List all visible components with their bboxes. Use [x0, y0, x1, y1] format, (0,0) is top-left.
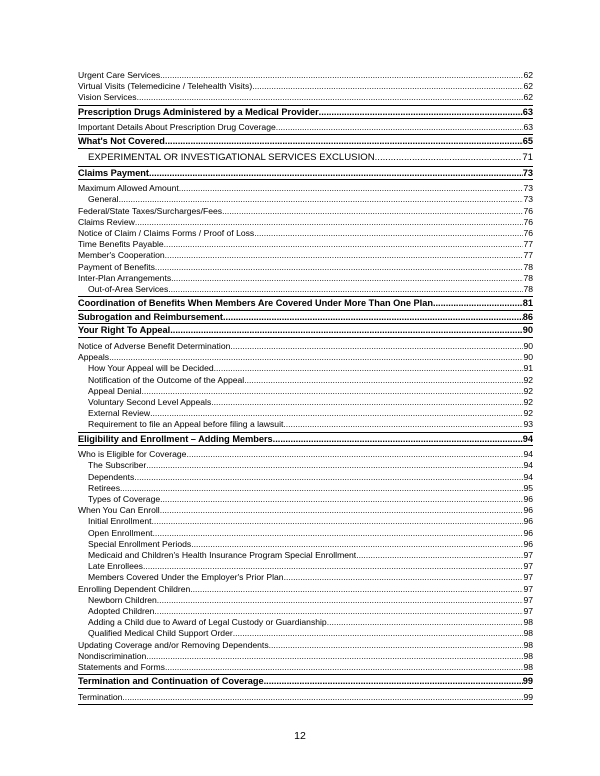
toc-entry-title: Coordination of Benefits When Members Are Covered Under More Than One Plan	[78, 298, 433, 309]
toc-entry-page: 94	[523, 449, 533, 460]
toc-entry-page: 92	[523, 385, 533, 396]
toc-entry[interactable]	[78, 273, 533, 284]
toc-section-heading[interactable]	[78, 106, 533, 120]
toc-entry-page: 92	[523, 374, 533, 385]
toc-entry-title: Urgent Care Services	[78, 70, 161, 80]
dot-leader	[146, 460, 523, 471]
toc-entry[interactable]	[78, 180, 533, 194]
toc-entry-title: Enrolling Dependent Children	[78, 583, 191, 594]
toc-entry-page: 98	[523, 650, 533, 661]
toc-entry[interactable]	[78, 472, 533, 483]
toc-entry-title: Special Enrollment Periods	[88, 538, 192, 549]
toc-entry-page: 86	[522, 311, 533, 322]
toc-entry[interactable]	[78, 516, 533, 527]
toc-entry[interactable]	[78, 375, 533, 386]
toc-entry[interactable]	[78, 483, 533, 494]
toc-entry[interactable]	[78, 460, 533, 471]
toc-entry-title: Initial Enrollment	[88, 516, 152, 527]
toc-entry-page: 98	[523, 639, 533, 650]
dot-leader	[168, 284, 523, 295]
toc-entry-page: 97	[523, 594, 533, 605]
toc-entry-page: 90	[523, 341, 533, 351]
toc-entry[interactable]	[78, 70, 533, 81]
toc-entry[interactable]	[78, 419, 533, 432]
toc-entry-page: 91	[523, 363, 533, 374]
dot-leader	[120, 483, 523, 494]
dot-leader	[319, 106, 523, 119]
toc-entry[interactable]	[78, 352, 533, 363]
toc-entry-title: Nondiscrimination	[78, 650, 147, 661]
toc-entry-title: Qualified Medical Child Support Order	[88, 628, 233, 639]
toc-entry-title: Notification of the Outcome of the Appeal	[88, 374, 245, 385]
toc-entry[interactable]	[78, 262, 533, 273]
toc-entry-title: Termination	[78, 691, 123, 702]
toc-entry-title: Who is Eligible for Coverage	[78, 449, 187, 460]
toc-entry-title: Notice of Claim / Claims Forms / Proof of Loss	[78, 228, 255, 238]
dot-leader	[134, 472, 523, 483]
dot-leader	[273, 433, 523, 446]
toc-entry[interactable]	[78, 689, 533, 705]
dot-leader	[171, 273, 523, 284]
toc-entry-page: 73	[523, 194, 533, 205]
dot-leader	[179, 183, 524, 194]
toc-entry-page: 96	[523, 505, 533, 516]
dot-leader	[149, 167, 523, 180]
toc-entry[interactable]	[78, 228, 533, 239]
toc-entry-title: Dependents	[88, 471, 135, 482]
toc-entry-title: Vision Services	[78, 92, 137, 103]
toc-entry-title: What's Not Covered	[78, 136, 165, 147]
dot-leader	[137, 92, 524, 103]
dot-leader	[244, 375, 523, 386]
toc-entry-page: 98	[523, 617, 533, 628]
toc-entry-title: General	[88, 194, 119, 205]
dot-leader	[214, 363, 524, 374]
toc-entry-page: 97	[523, 572, 533, 583]
toc-entry[interactable]	[78, 640, 533, 651]
toc-entry-page: 78	[523, 272, 533, 283]
toc-entry[interactable]	[78, 338, 533, 352]
dot-leader	[284, 572, 524, 583]
dot-leader	[165, 250, 524, 261]
toc-entry-page: 97	[523, 606, 533, 617]
toc-entry-page: 97	[523, 583, 533, 594]
toc-entry[interactable]	[78, 217, 533, 228]
dot-leader	[160, 505, 524, 516]
toc-entry-title: External Review	[88, 408, 151, 419]
dot-leader	[254, 228, 523, 239]
dot-leader	[283, 419, 523, 430]
dot-leader	[122, 692, 523, 703]
toc-entry[interactable]	[78, 81, 533, 92]
toc-entry-page: 77	[523, 250, 533, 261]
toc-entry[interactable]	[78, 628, 533, 639]
toc-entry-title: Statements and Forms	[78, 662, 165, 673]
toc-entry-title: Federal/State Taxes/Surcharges/Fees	[78, 205, 223, 216]
toc-entry-title: Voluntary Second Level Appeals	[88, 397, 212, 408]
toc-entry-title: Inter-Plan Arrangements	[78, 272, 172, 283]
toc-entry[interactable]	[78, 494, 533, 505]
dot-leader	[160, 70, 523, 81]
dot-leader	[157, 595, 524, 606]
toc-entry[interactable]	[78, 446, 533, 460]
dot-leader	[160, 494, 523, 505]
toc-entry-title: Appeal Denial	[88, 385, 142, 396]
toc-entry-page: 94	[523, 471, 533, 482]
dot-leader	[186, 449, 523, 460]
toc-entry[interactable]	[78, 617, 533, 628]
toc-entry-title: Time Benefits Payable	[78, 239, 164, 250]
toc-entry-title: Your Right To Appeal	[78, 325, 171, 336]
toc-entry[interactable]	[78, 550, 533, 561]
toc-entry-title: How Your Appeal will be Decided	[88, 363, 214, 374]
page-number: 12	[294, 730, 306, 742]
toc-entry[interactable]	[78, 149, 533, 167]
dot-leader	[109, 352, 523, 363]
toc-entry-page: 76	[523, 228, 533, 238]
toc-entry-page: 73	[523, 183, 533, 194]
toc-entry-title: Eligibility and Enrollment – Adding Members	[78, 433, 273, 444]
toc-entry[interactable]	[78, 539, 533, 550]
toc-entry-page: 94	[522, 433, 533, 444]
toc-entry-page: 94	[523, 460, 533, 471]
toc-entry-title: Adding a Child due to Award of Legal Custody or Guardianship	[88, 617, 327, 628]
toc-entry-title: Adopted Children	[88, 606, 155, 617]
toc-section-heading[interactable]	[78, 311, 533, 325]
dot-leader	[155, 262, 524, 273]
toc-entry-title: Payment of Benefits	[78, 261, 155, 272]
dot-leader	[230, 341, 523, 352]
toc-entry-page: 90	[523, 352, 533, 363]
toc-entry-page: 62	[523, 92, 533, 103]
toc-entry-page: 63	[522, 106, 533, 117]
toc-entry-title: EXPERIMENTAL OR INVESTIGATIONAL SERVICES EXCLUSION	[88, 152, 375, 163]
toc-entry-title: Open Enrollment	[88, 527, 153, 538]
toc-entry[interactable]	[78, 561, 533, 572]
toc-entry-page: 99	[522, 676, 533, 687]
dot-leader	[356, 550, 523, 561]
dot-leader	[135, 217, 524, 228]
toc-entry[interactable]	[78, 386, 533, 397]
dot-leader	[142, 386, 524, 397]
toc-entry-page: 99	[523, 691, 533, 702]
toc-entry[interactable]	[78, 528, 533, 539]
toc-entry-title: Maximum Allowed Amount	[78, 183, 179, 194]
dot-leader	[170, 324, 523, 337]
toc-entry-page: 62	[523, 81, 533, 92]
toc-entry-title: Requirement to file an Appeal before filing a lawsuit	[88, 419, 284, 430]
toc-entry-title: Late Enrollees	[88, 561, 143, 572]
toc-entry-title: Subrogation and Reimbursement	[78, 311, 223, 322]
toc-entry[interactable]	[78, 194, 533, 205]
dot-leader	[233, 628, 524, 639]
toc-entry-page: 93	[523, 419, 533, 430]
dot-leader	[152, 516, 524, 527]
toc-entry-title: Types of Coverage	[88, 494, 161, 505]
toc-entry-page: 78	[523, 284, 533, 295]
toc-section-heading[interactable]	[78, 135, 533, 149]
toc-entry-title: Claims Payment	[78, 167, 149, 178]
toc-entry[interactable]	[78, 606, 533, 617]
toc-entry-page: 71	[522, 152, 533, 163]
toc-entry-page: 96	[523, 527, 533, 538]
toc-entry[interactable]	[78, 408, 533, 419]
dot-leader	[165, 662, 524, 673]
toc-entry[interactable]	[78, 239, 533, 250]
dot-leader	[211, 397, 523, 408]
dot-leader	[154, 606, 523, 617]
dot-leader	[276, 122, 524, 133]
toc-entry-title: The Subscriber	[88, 460, 147, 471]
dot-leader	[153, 528, 524, 539]
toc-entry-page: 81	[522, 298, 533, 309]
toc-entry[interactable]	[78, 662, 533, 675]
toc-entry-page: 78	[523, 261, 533, 272]
toc-entry[interactable]	[78, 284, 533, 297]
toc-section-heading[interactable]	[78, 675, 533, 689]
toc-entry-page: 98	[523, 662, 533, 673]
toc-entry[interactable]	[78, 505, 533, 516]
dot-leader	[191, 539, 523, 550]
toc-entry-title: Appeals	[78, 352, 110, 363]
toc-entry-page: 90	[522, 325, 533, 336]
dot-leader	[190, 584, 523, 595]
toc-entry[interactable]	[78, 363, 533, 374]
toc-section-heading[interactable]	[78, 433, 533, 447]
toc-entry-page: 96	[523, 494, 533, 505]
toc-entry-title: Claims Review	[78, 216, 135, 227]
toc-entry-title: Out-of-Area Services	[88, 284, 169, 295]
toc-entry-title: Members Covered Under the Employer's Prior Plan	[88, 572, 284, 583]
toc-entry-page: 92	[523, 408, 533, 419]
dot-leader	[150, 408, 523, 419]
toc-entry[interactable]	[78, 572, 533, 583]
toc-entry[interactable]	[78, 397, 533, 408]
toc-entry-page: 63	[523, 122, 533, 133]
toc-entry-page: 76	[523, 216, 533, 227]
toc-entry-page: 98	[523, 628, 533, 639]
toc-entry[interactable]	[78, 250, 533, 261]
toc-entry-page: 62	[523, 70, 533, 80]
toc-section-heading[interactable]	[78, 167, 533, 181]
toc-entry-page: 96	[523, 538, 533, 549]
dot-leader	[252, 81, 523, 92]
toc-entry-title: Notice of Adverse Benefit Determination	[78, 341, 231, 351]
toc-entry-title: Medicaid and Children's Health Insurance Program Special Enrollment	[88, 550, 357, 561]
toc-entry-page: 97	[523, 550, 533, 561]
toc-entry-title: Virtual Visits (Telemedicine / Telehealth Visits)	[78, 81, 253, 92]
toc-entry-page: 73	[522, 167, 533, 178]
dot-leader	[433, 297, 523, 310]
toc-entry-page: 97	[523, 561, 533, 572]
toc-entry[interactable]	[78, 206, 533, 217]
toc-entry-title: Member's Cooperation	[78, 250, 165, 261]
toc-entry[interactable]	[78, 584, 533, 595]
toc-entry-page: 96	[523, 516, 533, 527]
toc-entry-page: 95	[523, 482, 533, 493]
toc-entry-title: Newborn Children	[88, 594, 157, 605]
toc-section-heading[interactable]	[78, 297, 533, 311]
toc-entry-title: Prescription Drugs Administered by a Medical Provider	[78, 106, 319, 117]
dot-leader	[327, 617, 524, 628]
toc-entry[interactable]	[78, 119, 533, 135]
dot-leader	[143, 561, 523, 572]
dot-leader	[165, 135, 523, 148]
toc-entry-page: 92	[523, 397, 533, 408]
dot-leader	[146, 651, 523, 662]
dot-leader	[164, 239, 524, 250]
toc-entry-page: 76	[523, 205, 533, 216]
toc-entry-page: 77	[523, 239, 533, 250]
dot-leader	[119, 194, 524, 205]
toc-entry[interactable]	[78, 595, 533, 606]
table-of-contents	[78, 70, 533, 705]
dot-leader	[269, 640, 524, 651]
toc-entry-title: Important Details About Prescription Drug Coverage	[78, 122, 276, 133]
toc-entry-page: 65	[522, 136, 533, 147]
toc-entry[interactable]	[78, 651, 533, 662]
toc-entry-title: Updating Coverage and/or Removing Dependents	[78, 639, 269, 650]
toc-section-heading[interactable]	[78, 324, 533, 338]
toc-entry-title: Retirees	[88, 482, 120, 493]
dot-leader	[375, 152, 523, 165]
toc-entry[interactable]	[78, 92, 533, 105]
toc-entry-title: Termination and Continuation of Coverage	[78, 676, 264, 687]
dot-leader	[222, 206, 523, 217]
dot-leader	[264, 675, 523, 688]
dot-leader	[223, 311, 523, 324]
toc-entry-title: When You Can Enroll	[78, 505, 160, 516]
